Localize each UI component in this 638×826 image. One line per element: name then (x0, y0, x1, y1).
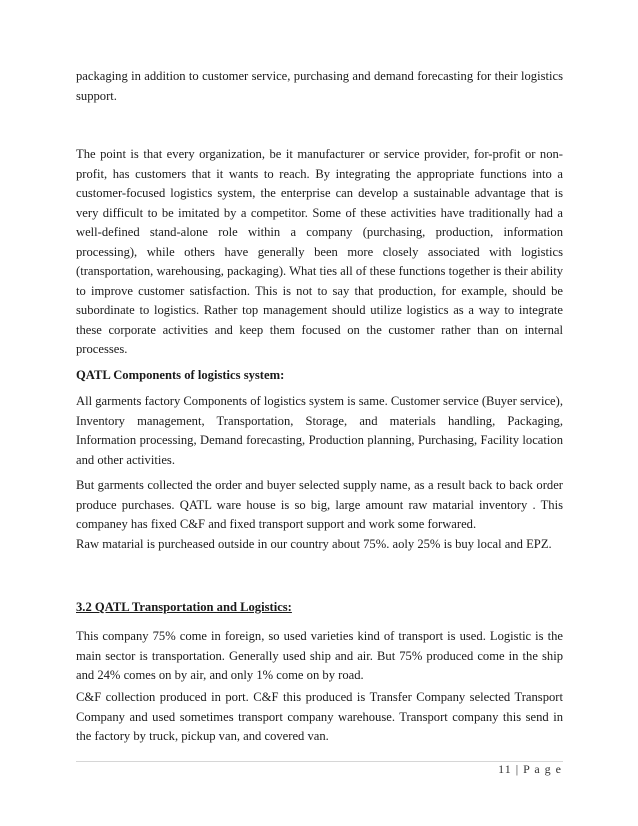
section-heading-components: QATL Components of logistics system: (76, 368, 285, 382)
paragraph-garments: But garments collected the order and buyer selected supply name, as a result back to back order produce purchases. QATL ware house is so big, large amount raw matarial inventory . This companey has fixed C&F and fixed transport support and work some forwared. (76, 478, 563, 531)
paragraph-packaging: packaging in addition to customer service, purchasing and demand forecasting for their logistics support. (76, 69, 563, 103)
footer-divider (76, 761, 563, 762)
paragraph-cf-collection: C&F collection produced in port. C&F this produced is Transfer Company selected Transport Company and used sometimes transport company warehouse. Transport company this send in the factory by truck, pickup van, and covered van. (76, 690, 563, 743)
paragraph-components: All garments factory Components of logistics system is same. Customer service (Buyer service), Inventory management, Transportation, Storage, and materials handling, Packaging, Information processing, Demand forecasting, Production planning, Purchasing, Facility location and other activities. (76, 394, 563, 467)
paragraph-raw-material: Raw matarial is purcheased outside in our country about 75%. aoly 25% is buy local and EPZ. (76, 537, 552, 551)
page-number: 11 | P a g e (498, 762, 562, 776)
paragraph-point: The point is that every organization, be it manufacturer or service provider, for-profit or non-profit, has customers that it wants to reach. By integrating the appropriate functions into a customer-focused logistics system, the enterprise can develop a sustainable advantage that is very difficult to be imitated by a competitor. Some of these activities have traditionally had a well-defined stand-alone role within a company (purchasing, production, information processing), while others have generally been more closely associated with logistics (transportation, warehousing, packaging). What ties all of these functions together is their ability to improve customer satisfaction. This is not to say that production, for example, should be subordinate to logistics. Rather top management should utilize logistics as a way to integrate these corporate activities and keep them focused on the customer rather than on internal processes. (76, 147, 563, 356)
section-heading-transportation: 3.2 QATL Transportation and Logistics: (76, 600, 292, 614)
paragraph-transport: This company 75% come in foreign, so used varieties kind of transport is used. Logistic is the main sector is transportation. Generally used ship and air. But 75% produced come in the ship and 24% comes on by air, and only 1% come on by road. (76, 629, 563, 682)
